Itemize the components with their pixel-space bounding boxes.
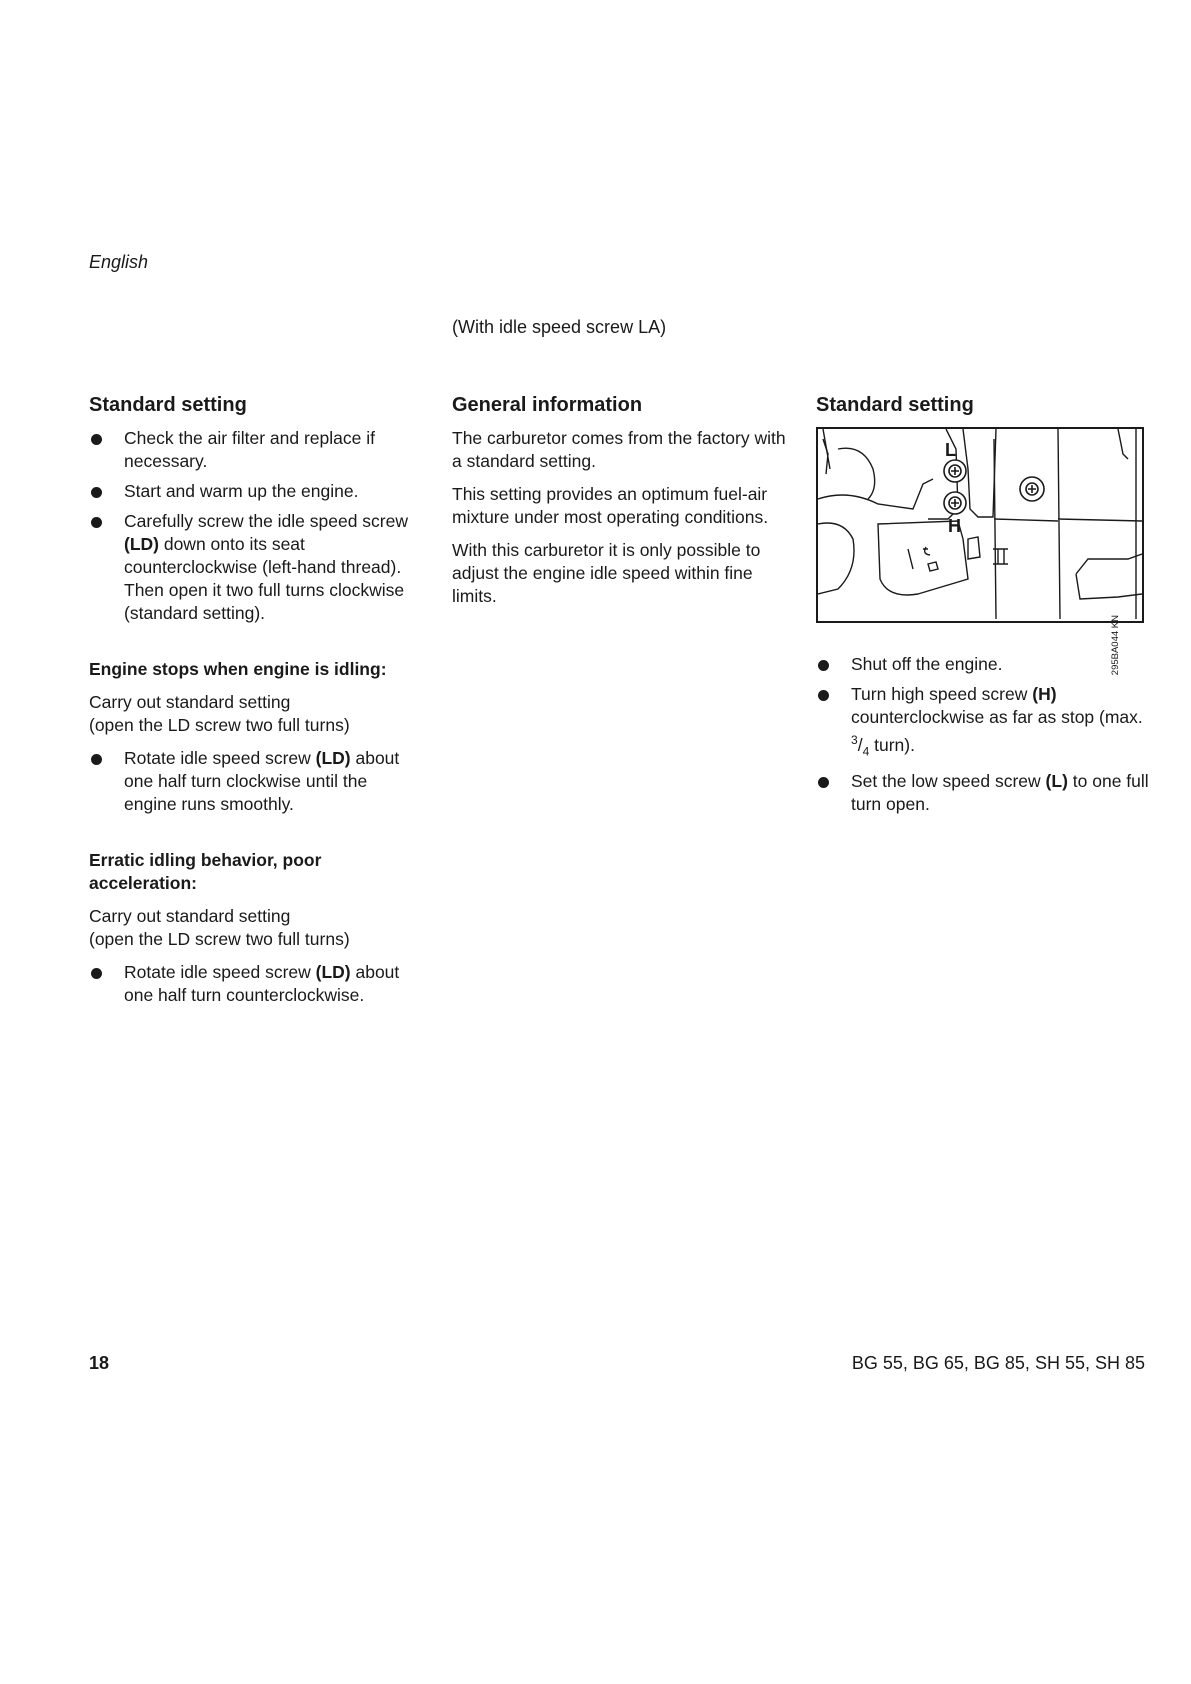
bullet-icon bbox=[818, 690, 829, 701]
subtitle: (With idle speed screw LA) bbox=[452, 317, 667, 337]
list-item: Start and warm up the engine. bbox=[89, 480, 424, 503]
bullet-icon bbox=[91, 517, 102, 528]
standard-setting-steps bbox=[89, 427, 424, 625]
erratic-idling-text: Carry out standard setting (open the LD screw two full turns) bbox=[89, 906, 350, 949]
column-3 bbox=[816, 393, 1151, 823]
carburetor-illustration bbox=[818, 429, 1142, 621]
bullet-icon bbox=[91, 487, 102, 498]
paragraph: With this carburetor it is only possible to adjust the engine idle speed within fine limits. bbox=[452, 540, 761, 606]
carburetor-figure: L H 295BA044 KN bbox=[816, 427, 1144, 623]
paragraph: This setting provides an optimum fuel-air mixture under most operating conditions. bbox=[452, 484, 769, 527]
standard-setting-steps-2 bbox=[816, 653, 1151, 816]
bullet-icon bbox=[91, 434, 102, 445]
standard-setting-heading-2: Standard setting bbox=[816, 394, 974, 416]
list-item: Set the low speed screw (L) to one full turn open. bbox=[816, 770, 1151, 816]
model-list: BG 55, BG 65, BG 85, SH 55, SH 85 bbox=[851, 1353, 1145, 1373]
bullet-icon bbox=[818, 777, 829, 788]
standard-setting-heading: Standard setting bbox=[89, 394, 247, 416]
bullet-icon bbox=[91, 754, 102, 765]
erratic-idling-heading: Erratic idling behavior, poor acceleration: bbox=[89, 850, 322, 893]
page-number: 18 bbox=[89, 1353, 110, 1373]
list-item: Rotate idle speed screw (LD) about one half turn clockwise until the engine runs smoothly. bbox=[89, 747, 424, 816]
label-L: L bbox=[945, 440, 956, 460]
list-item: Rotate idle speed screw (LD) about one half turn counterclockwise. bbox=[89, 961, 424, 1007]
list-item: Turn high speed screw (H) counterclockwise as far as stop (max. $^3/_4$ turn). bbox=[816, 683, 1151, 763]
engine-stops-heading: Engine stops when engine is idling: bbox=[89, 659, 387, 679]
list-item: Check the air filter and replace if necessary. bbox=[89, 427, 424, 473]
column-1 bbox=[89, 393, 424, 1014]
engine-stops-text: Carry out standard setting (open the LD screw two full turns) bbox=[89, 692, 350, 735]
list-item: Shut off the engine. bbox=[816, 653, 1151, 676]
column-2 bbox=[452, 393, 792, 618]
language-label: English bbox=[89, 252, 149, 272]
general-information-heading: General information bbox=[452, 394, 643, 416]
bullet-icon bbox=[818, 660, 829, 671]
paragraph: The carburetor comes from the factory with a standard setting. bbox=[452, 428, 786, 471]
list-item: Carefully screw the idle speed screw (LD) down onto its seat counterclockwise (left-hand thread). Then open it two full turns clockwise (standard setting). bbox=[89, 510, 424, 625]
bullet-icon bbox=[91, 968, 102, 979]
label-H: H bbox=[948, 516, 961, 536]
